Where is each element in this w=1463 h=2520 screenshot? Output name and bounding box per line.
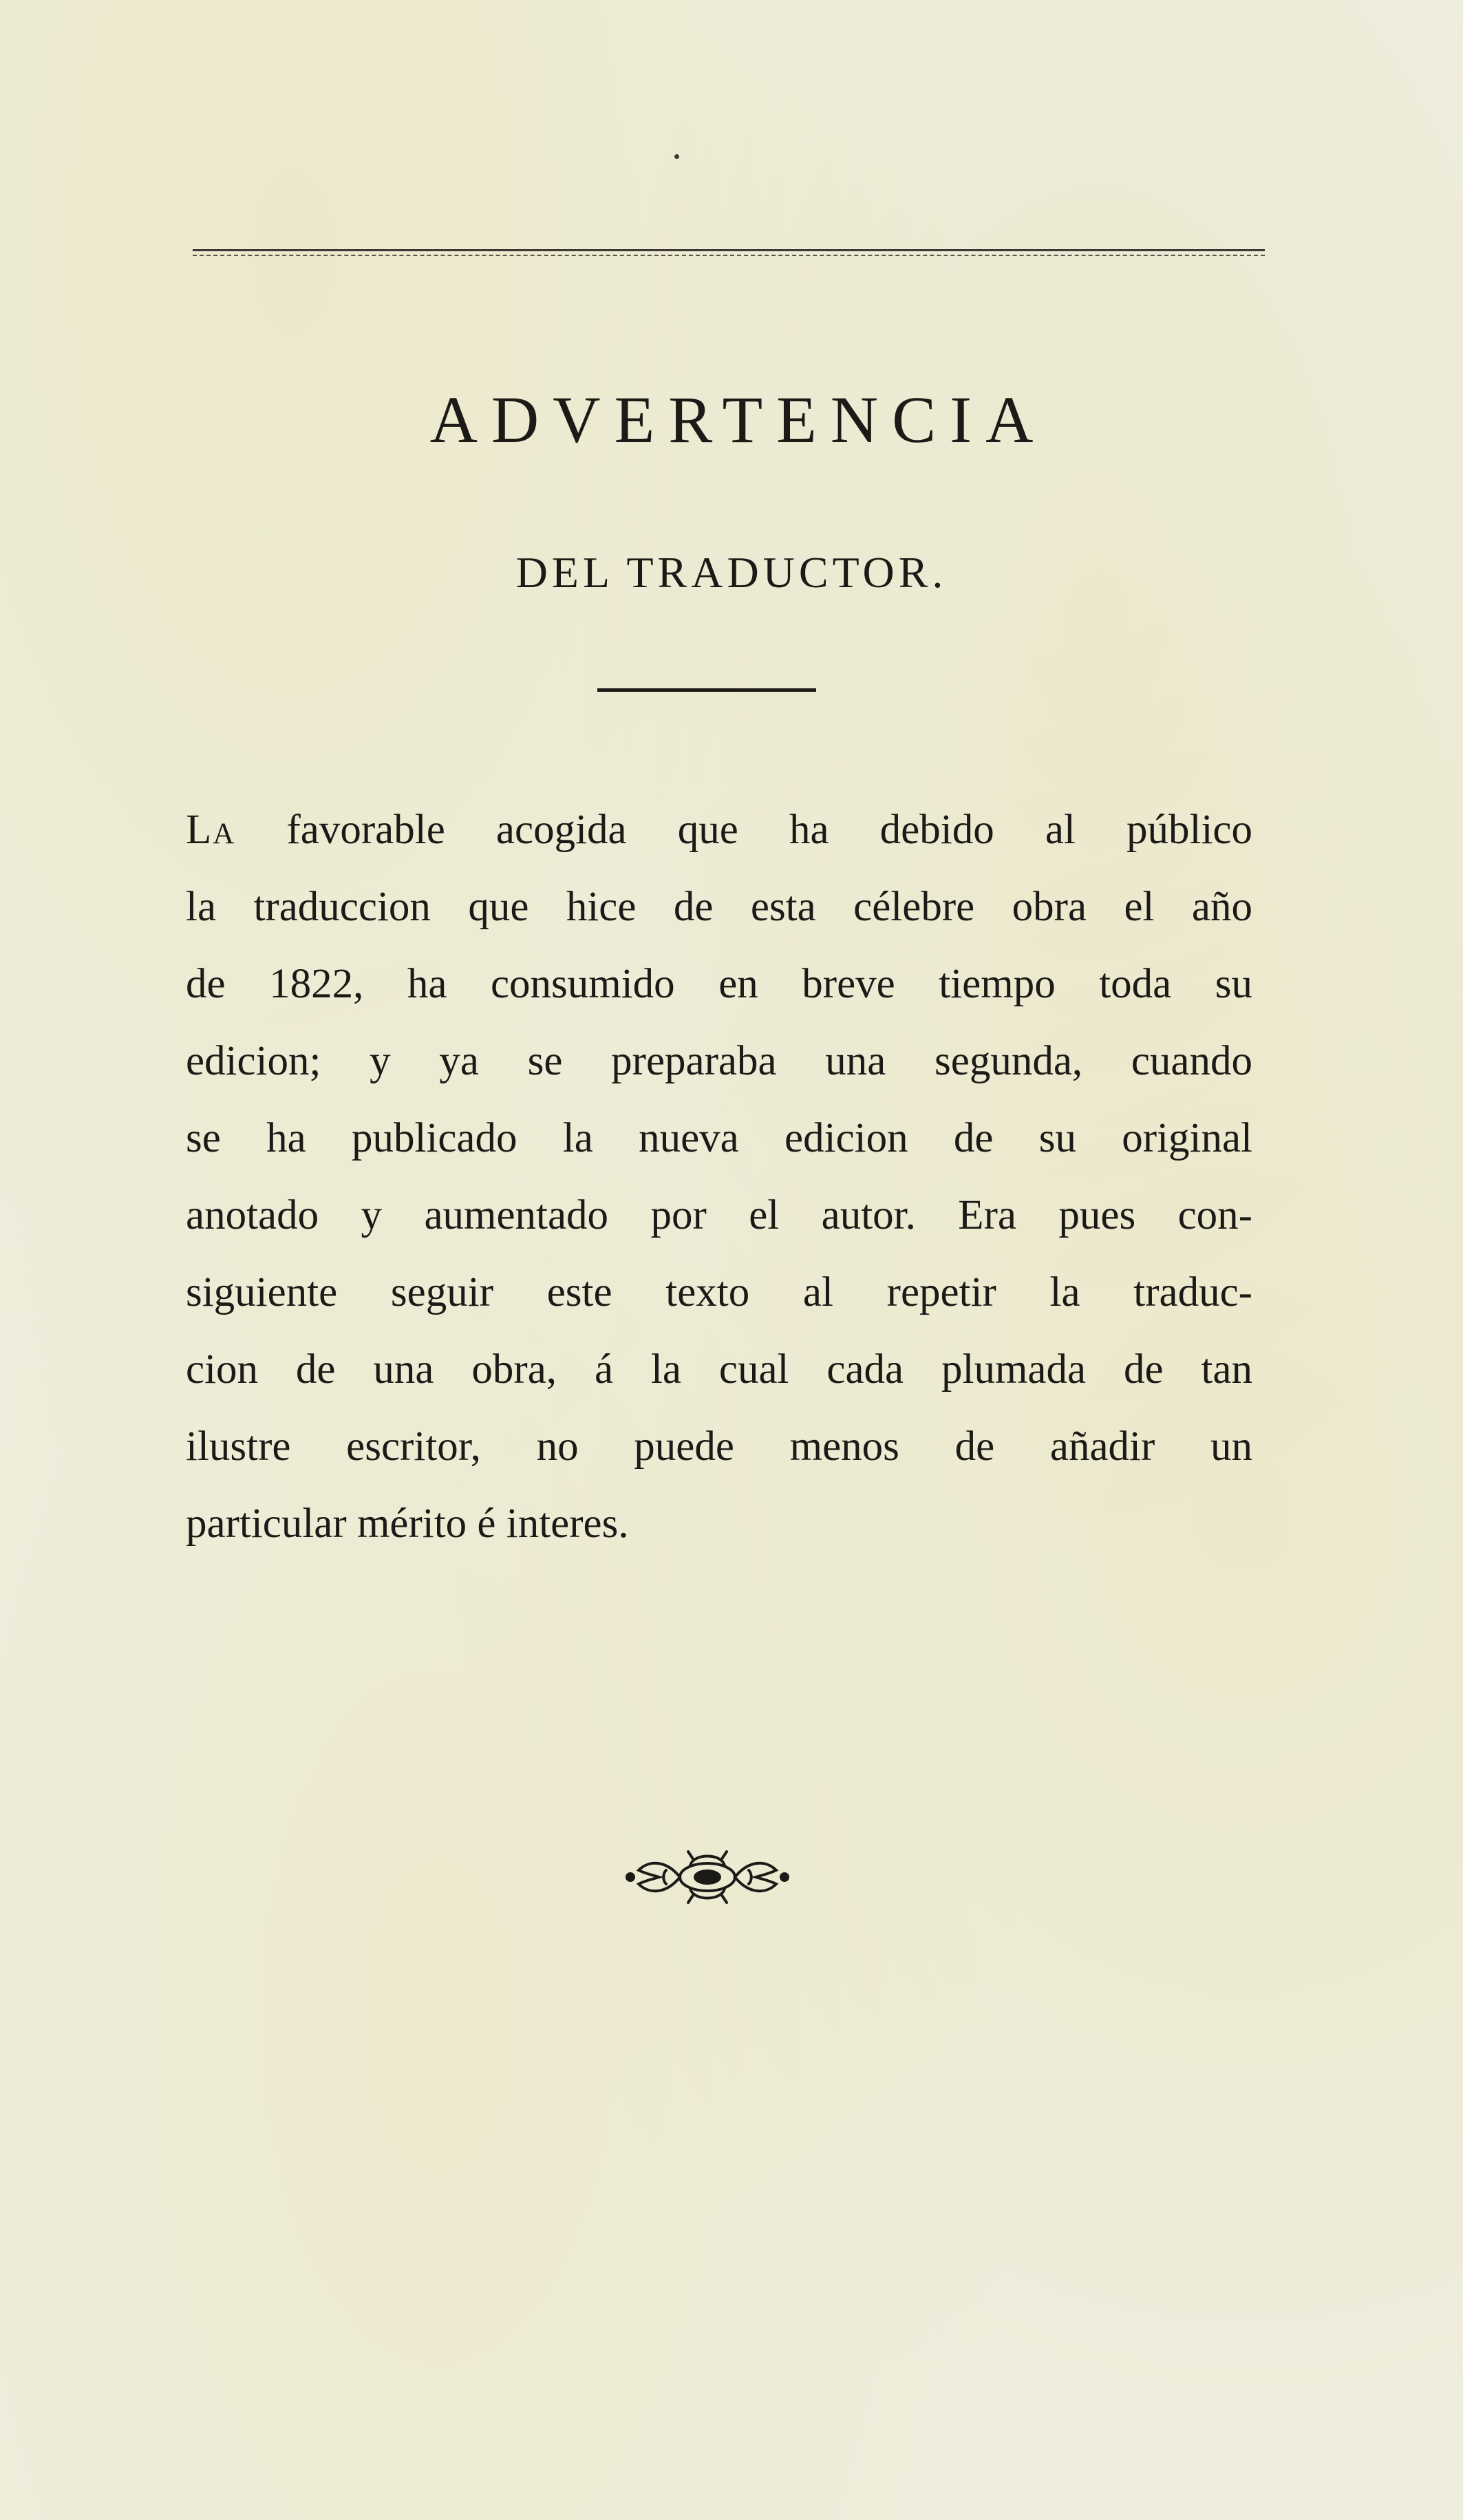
text-line-7: siguiente seguir este texto al repetir la traduc- — [186, 1269, 1252, 1315]
text-line-6: anotado y aumentado por el autor. Era pues con- — [186, 1192, 1252, 1238]
text-line-9: ilustre escritor, no puede menos de añadir un — [186, 1423, 1252, 1470]
text-line-3: de 1822, ha consumido en breve tiempo toda su — [186, 961, 1252, 1007]
lead-word: La — [186, 807, 236, 853]
text-line-4: edicion; y ya se preparaba una segunda, cuando — [186, 1038, 1252, 1084]
text-line-2: la traduccion que hice de esta célebre obra el año — [186, 884, 1252, 930]
body-paragraph — [186, 792, 1252, 1563]
floral-ornament-icon — [625, 1839, 790, 1915]
text-line-1: La favorable acogida que ha debido al público — [186, 807, 1252, 853]
page-subtitle: DEL TRADUCTOR. — [515, 548, 948, 597]
text-line-10: particular mérito é interes. — [186, 1501, 629, 1547]
ink-speck — [674, 154, 679, 159]
top-double-rule — [193, 249, 1265, 259]
text-line-5: se ha publicado la nueva edicion de su original — [186, 1115, 1252, 1161]
page-title: ADVERTENCIA — [429, 383, 1047, 456]
title-divider-rule — [597, 688, 816, 692]
text-line-8: cion de una obra, á la cual cada plumada de tan — [186, 1346, 1252, 1393]
